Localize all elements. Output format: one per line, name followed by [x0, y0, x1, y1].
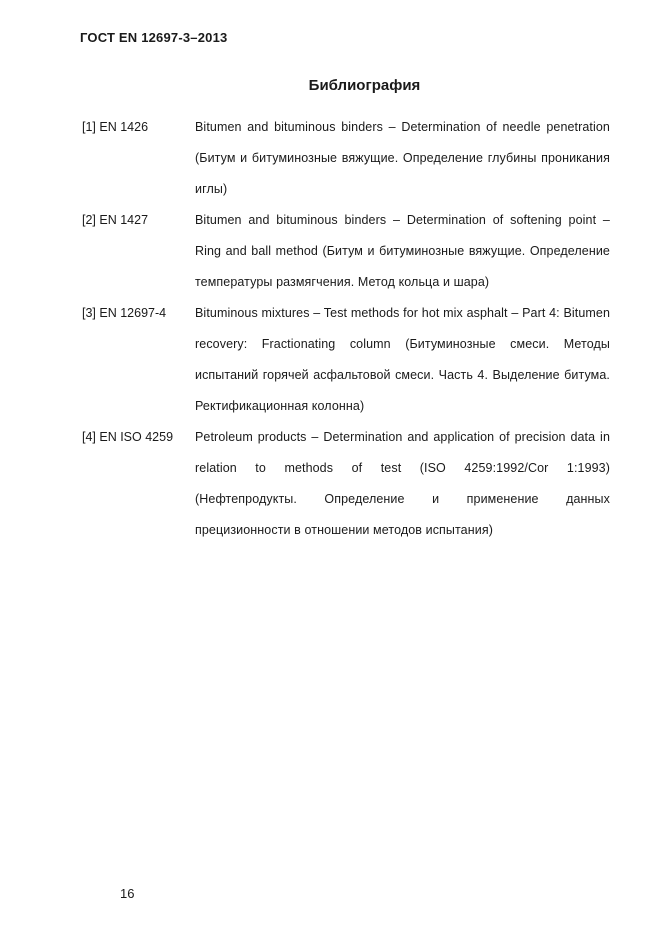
bibliography-list [82, 112, 610, 546]
bibliography-entry [82, 205, 610, 298]
reference-text: Petroleum products – Determination and application of precision data in relation to methods of test (ISO 4259:1992/Cor 1:1993) (Нефтепродукты. Определение и применение данных прецизионности в отношении методов испытания) [195, 430, 610, 537]
reference-text: Bitumen and bituminous binders – Determination of needle penetration (Битум и битуминозные вяжущие. Определение глубины проникания иглы) [195, 120, 610, 196]
reference-text: Bitumen and bituminous binders – Determination of softening point – Ring and ball method (Битум и битуминозные вяжущие. Определение температуры размягчения. Метод кольца и шара) [195, 213, 610, 289]
reference-text: Bituminous mixtures – Test methods for hot mix asphalt – Part 4: Bitumen recovery: Fractionating column (Битуминозные смеси. Методы испытаний горячей асфальтовой смеси. Часть 4. Выделение битума. Ректификационная колонна) [195, 306, 610, 413]
bibliography-entry [82, 298, 610, 422]
reference-id: [4] EN ISO 4259 [82, 430, 174, 444]
bibliography-entry [82, 422, 610, 546]
reference-id: [2] EN 1427 [82, 213, 149, 227]
page-number: 16 [120, 886, 135, 901]
reference-id: [1] EN 1426 [82, 120, 149, 134]
document-code: ГОСТ EN 12697-3–2013 [80, 30, 228, 45]
bibliography-entry [82, 112, 610, 205]
bibliography-title: Библиография [308, 77, 421, 94]
reference-id: [3] EN 12697-4 [82, 306, 167, 320]
